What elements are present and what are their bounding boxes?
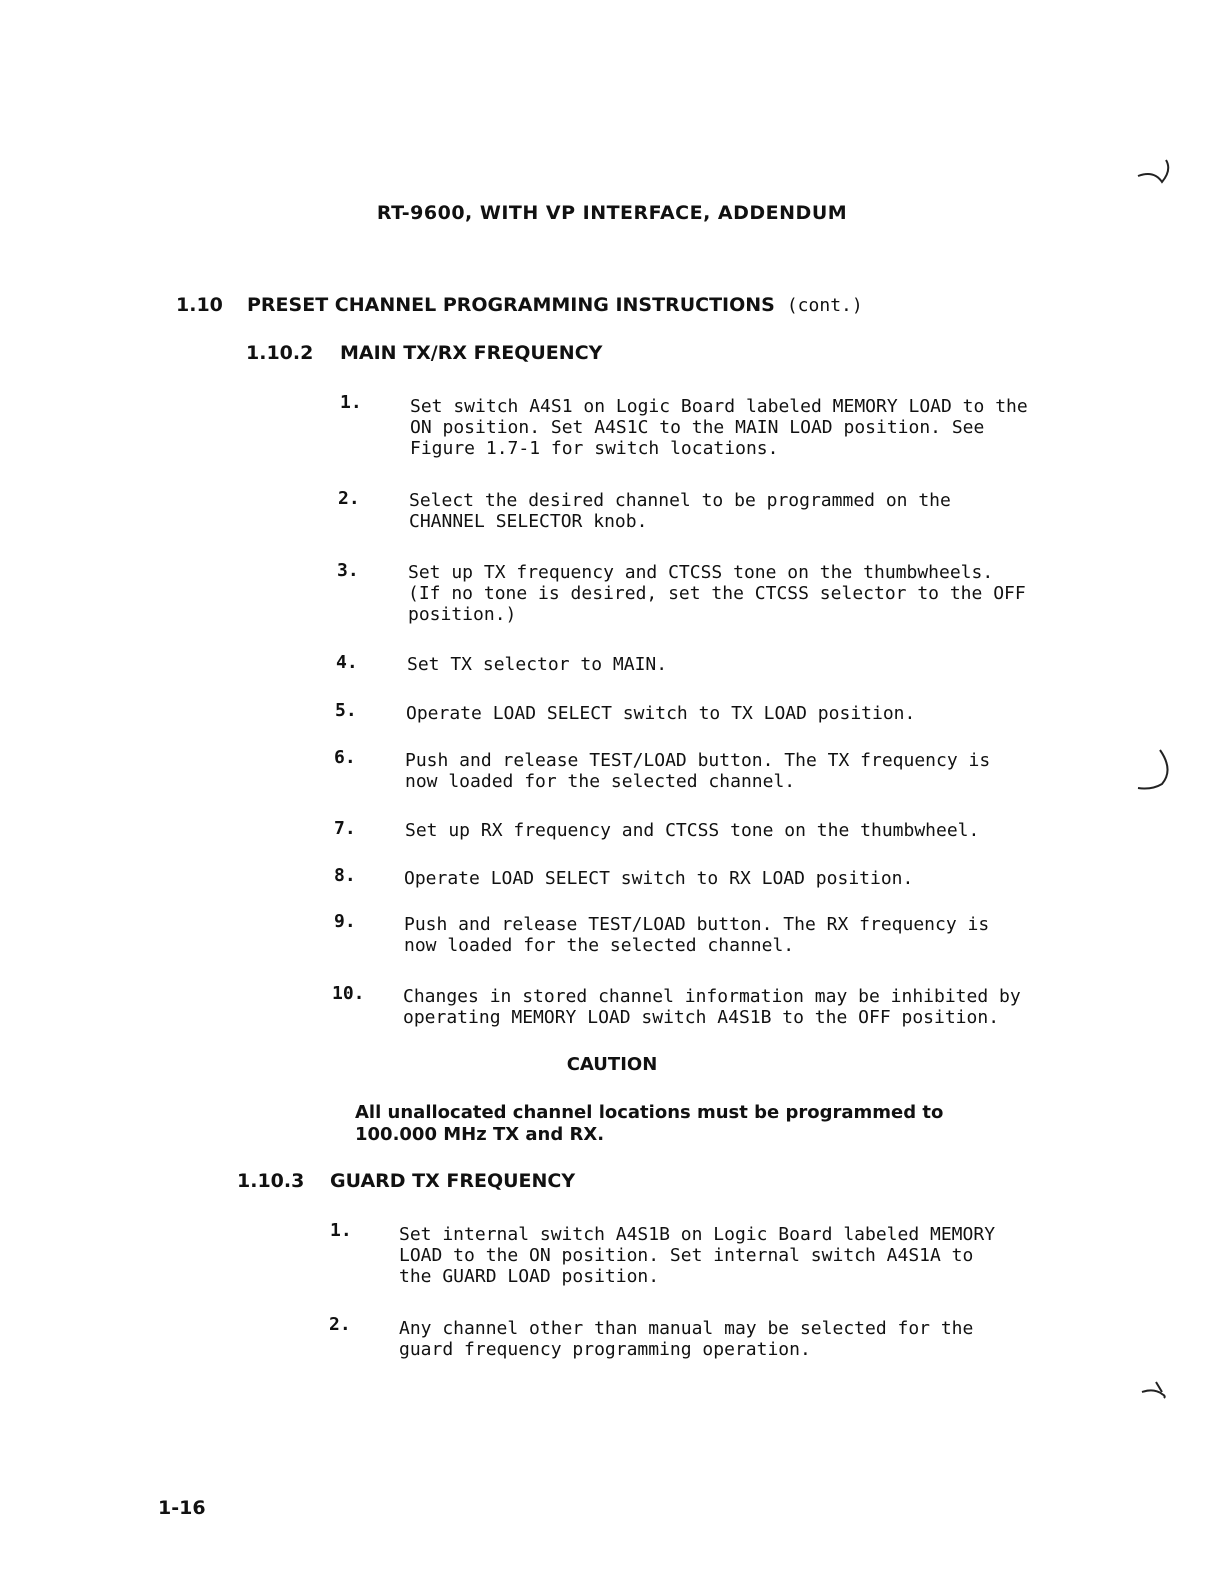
subsection-1-10-3-number: 1.10.3 [237, 1170, 305, 1192]
step-number: 4. [336, 652, 358, 673]
step-number: 6. [334, 747, 356, 768]
step-text: Set internal switch A4S1B on Logic Board labeled MEMORY LOAD to the ON position. Set internal switch A4S1A to the GUARD LOAD position. [399, 1224, 996, 1287]
step-text: Changes in stored channel information may be inhibited by operating MEMORY LOAD switch A4S1B to the OFF position. [403, 986, 1021, 1028]
step-number: 10. [332, 983, 365, 1004]
document-title: RT-9600, WITH VP INTERFACE, ADDENDUM [376, 202, 848, 224]
section-title [247, 294, 863, 316]
step-text: Set TX selector to MAIN. [407, 654, 668, 675]
step-text: Select the desired channel to be programmed on the CHANNEL SELECTOR knob. [409, 490, 951, 532]
caution-text: All unallocated channel locations must be programmed to 100.000 MHz TX and RX. [355, 1102, 944, 1145]
step-number: 7. [334, 818, 356, 839]
step-text: Set switch A4S1 on Logic Board labeled MEMORY LOAD to the ON position. Set A4S1C to the MAIN LOAD position. See Figure 1.7-1 for switch locations. [410, 396, 1028, 459]
step-text: Push and release TEST/LOAD button. The RX frequency is now loaded for the selected channel. [404, 914, 990, 956]
subsection-1-10-2-title: MAIN TX/RX FREQUENCY [340, 342, 603, 364]
binder-mark-middle [1132, 748, 1182, 796]
step-number: 9. [334, 911, 356, 932]
step-number: 2. [338, 488, 360, 509]
step-text: Operate LOAD SELECT switch to TX LOAD position. [406, 703, 916, 724]
section-continued: (cont.) [786, 295, 863, 316]
step-text: Set up RX frequency and CTCSS tone on the thumbwheel. [405, 820, 980, 841]
caution-heading: CAUTION [566, 1054, 658, 1075]
section-number: 1.10 [176, 294, 223, 316]
binder-mark-top [1132, 158, 1182, 194]
step-text: Set up TX frequency and CTCSS tone on the thumbwheels. (If no tone is desired, set the CTCSS selector to the OFF position.) [408, 562, 1026, 625]
step-number: 3. [337, 560, 359, 581]
step-text: Operate LOAD SELECT switch to RX LOAD position. [404, 868, 914, 889]
step-number: 8. [334, 865, 356, 886]
subsection-1-10-3-title: GUARD TX FREQUENCY [330, 1170, 576, 1192]
page-number: 1-16 [158, 1497, 206, 1519]
binder-mark-bottom [1136, 1376, 1176, 1404]
subsection-1-10-2-number: 1.10.2 [246, 342, 314, 364]
step-number: 2. [329, 1314, 351, 1335]
step-number: 1. [330, 1220, 352, 1241]
section-title-text: PRESET CHANNEL PROGRAMMING INSTRUCTIONS [247, 294, 775, 316]
step-text: Any channel other than manual may be selected for the guard frequency programming operation. [399, 1318, 974, 1360]
step-text: Push and release TEST/LOAD button. The TX frequency is now loaded for the selected channel. [405, 750, 991, 792]
step-number: 1. [340, 392, 362, 413]
step-number: 5. [335, 700, 357, 721]
